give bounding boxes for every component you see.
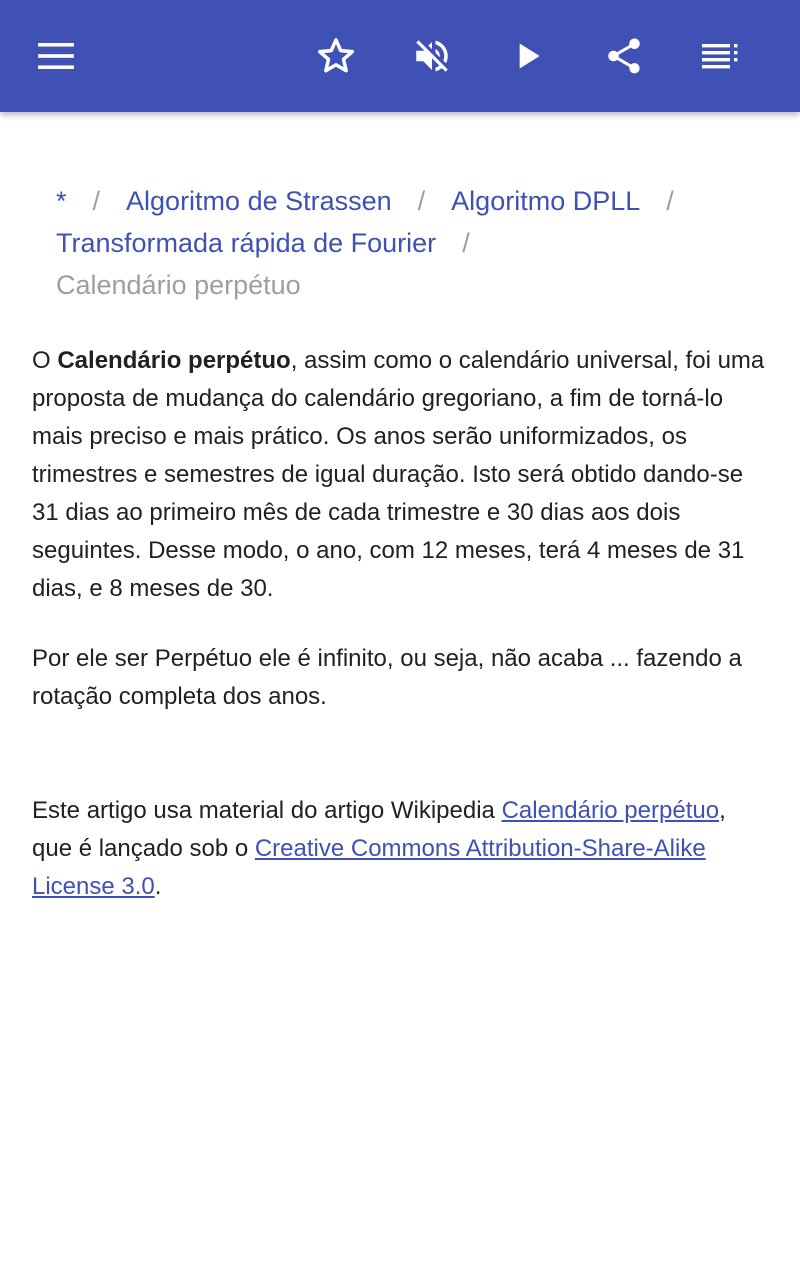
play-button[interactable] <box>496 24 560 88</box>
breadcrumb-item-fourier[interactable]: Transformada rápida de Fourier <box>56 228 437 258</box>
intro-prefix: O <box>32 347 58 374</box>
breadcrumb-item-home[interactable]: * <box>56 186 67 216</box>
mute-button[interactable] <box>400 24 464 88</box>
breadcrumb-separator: / <box>666 186 674 216</box>
attribution-prefix: Este artigo usa material do artigo Wikipedia <box>32 797 502 824</box>
article-title-bold: Calendário perpétuo <box>57 347 291 374</box>
breadcrumb-separator: / <box>462 228 470 258</box>
attribution-end: . <box>154 873 162 900</box>
volume-off-icon <box>411 35 453 77</box>
star-outline-icon <box>315 35 357 77</box>
favorite-button[interactable] <box>304 24 368 88</box>
app-toolbar <box>0 0 800 112</box>
license-link[interactable]: Creative Commons Attribution-Share-Alike License 3.0 <box>32 835 706 900</box>
list-icon <box>700 36 740 76</box>
play-icon <box>508 36 548 76</box>
breadcrumb-separator: / <box>417 186 426 216</box>
breadcrumb <box>56 180 768 306</box>
menu-button[interactable] <box>24 24 88 88</box>
breadcrumb-separator: / <box>92 186 101 216</box>
intro-text: , assim como o calendário universal, foi uma proposta de mudança do calendário gregoriano, a fim de torná-lo mais preciso e mais prático. Os anos serão uniformizados, os trimestres e semestres de igual duração. Isto será obtido dando-se 31 dias ao primeiro mês de cada trimestre e 30 dias aos dois seguintes. Desse modo, o ano, com 12 meses, terá 4 meses de 31 dias, e 8 meses de 30. <box>32 347 765 602</box>
article-content <box>0 112 800 938</box>
breadcrumb-current: Calendário perpétuo <box>56 270 301 300</box>
share-icon <box>603 35 645 77</box>
paragraph-second: Por ele ser Perpétuo ele é infinito, ou seja, não acaba ... fazendo a rotação completa dos anos. <box>32 645 742 710</box>
contents-button[interactable] <box>688 24 752 88</box>
share-button[interactable] <box>592 24 656 88</box>
article-body <box>32 342 772 906</box>
breadcrumb-item-dpll[interactable]: Algoritmo DPLL <box>451 186 641 216</box>
breadcrumb-item-strassen[interactable]: Algoritmo de Strassen <box>126 186 392 216</box>
attribution-middle: , que é lançado sob o <box>32 797 726 862</box>
attribution-paragraph <box>32 792 772 906</box>
wikipedia-article-link[interactable]: Calendário perpétuo <box>501 797 720 824</box>
hamburger-menu-icon <box>36 36 76 76</box>
paragraph-intro <box>32 342 772 608</box>
